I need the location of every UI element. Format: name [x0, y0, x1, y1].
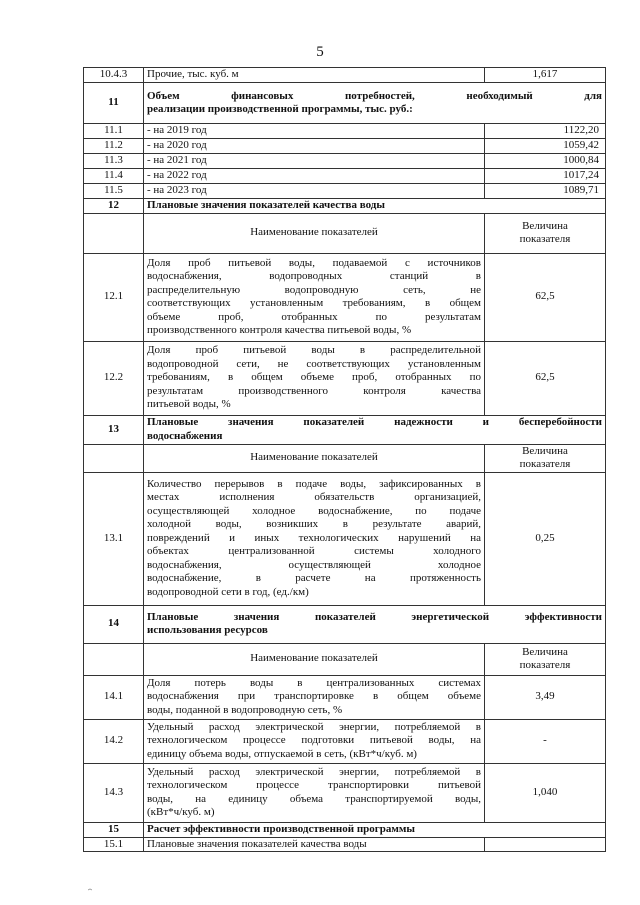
- row-value: 62,5: [485, 253, 606, 341]
- row-value: 1122,20: [485, 124, 606, 139]
- row-value: 1089,71: [485, 183, 606, 198]
- row-value: 0,25: [485, 472, 606, 605]
- row-value: 62,5: [485, 341, 606, 415]
- row-number: 11.1: [84, 124, 144, 139]
- section-number: 14: [84, 605, 144, 643]
- name-column-header: Наименование показателей: [144, 213, 485, 253]
- row-description: Доля проб питьевой воды, подаваемой с источников водоснабжения, водопроводных станций в распределительную водопроводную сеть, не соответствующих установленным требованиям, в общем объеме проб, отобранных по результатам производственного контроля качества питьевой воды, %: [144, 253, 485, 341]
- row-number: 14.3: [84, 763, 144, 822]
- row-description: Удельный расход электрической энергии, потребляемой в технологическом процессе подготовки питьевой воды, на единицу объема воды, отпускаемой в сеть, (кВт*ч/куб. м): [144, 719, 485, 763]
- row-number: 13.1: [84, 472, 144, 605]
- row-number: 12.2: [84, 341, 144, 415]
- value-column-header: Величина показателя: [485, 444, 606, 472]
- value-column-header: Величина показателя: [485, 213, 606, 253]
- section-title: Расчет эффективности производственной программы: [144, 822, 606, 837]
- row-description: Количество перерывов в подаче воды, зафиксированных в местах исполнения обязательств организацией, осуществляющей холодное водоснабжение, по подаче холодной воды, возникших в результате аварий, повреждений и иных технологических нарушений на объектах централизованной системы холодного водоснабжения, осуществляющей холодное водоснабжение, в расчете на протяженность водопроводной сети в год, (ед./км): [144, 472, 485, 605]
- row-number: 14.1: [84, 675, 144, 719]
- scan-speck-mark: [88, 888, 92, 891]
- table-row: [84, 253, 606, 341]
- section-row: [84, 822, 606, 837]
- row-name: - на 2019 год: [144, 124, 485, 139]
- name-column-header: Наименование показателей: [144, 643, 485, 675]
- table-row: [84, 719, 606, 763]
- row-number: 14.2: [84, 719, 144, 763]
- table-row: [84, 837, 606, 852]
- production-program-table: [83, 67, 606, 852]
- row-number: 11.4: [84, 168, 144, 183]
- row-number: 10.4.3: [84, 68, 144, 83]
- row-number: 11.3: [84, 153, 144, 168]
- page-number: 5: [316, 44, 324, 60]
- section-number: 11: [84, 83, 144, 124]
- row-name: - на 2020 год: [144, 138, 485, 153]
- row-name: Плановые значения показателей качества воды: [144, 837, 485, 852]
- row-value: 1,617: [485, 68, 606, 83]
- row-number: 12.1: [84, 253, 144, 341]
- section-title: Объем финансовых потребностей, необходимый для реализации производственной программы, тыс. руб.:: [144, 83, 606, 124]
- table-row: [84, 138, 606, 153]
- table-row: [84, 472, 606, 605]
- row-name: - на 2021 год: [144, 153, 485, 168]
- section-row: [84, 83, 606, 124]
- row-number: 15.1: [84, 837, 144, 852]
- column-header-row: [84, 213, 606, 253]
- row-value: 3,49: [485, 675, 606, 719]
- name-column-header: Наименование показателей: [144, 444, 485, 472]
- section-number: 13: [84, 415, 144, 444]
- table-row: [84, 675, 606, 719]
- section-row: [84, 198, 606, 213]
- row-value: -: [485, 719, 606, 763]
- row-name: - на 2022 год: [144, 168, 485, 183]
- table-row: [84, 153, 606, 168]
- table-row: [84, 124, 606, 139]
- table-row: [84, 763, 606, 822]
- table-row: [84, 68, 606, 83]
- column-header-row: [84, 444, 606, 472]
- row-value: 1,040: [485, 763, 606, 822]
- section-number: 15: [84, 822, 144, 837]
- section-title: Плановые значения показателей энергетической эффективности использования ресурсов: [144, 605, 606, 643]
- row-description: Доля проб питьевой воды в распределительной водопроводной сети, не соответствующих установленным требованиям, в общем объеме проб, отобранных по результатам производственного контроля качества питьевой воды, %: [144, 341, 485, 415]
- table-row: [84, 183, 606, 198]
- row-description: Удельный расход электрической энергии, потребляемой в технологическом процессе транспортировки питьевой воды, на единицу объема транспортируемой воды, (кВт*ч/куб. м): [144, 763, 485, 822]
- value-column-header: Величина показателя: [485, 643, 606, 675]
- table-row: [84, 168, 606, 183]
- row-name: Прочие, тыс. куб. м: [144, 68, 485, 83]
- row-value: [485, 837, 606, 852]
- row-description: Доля потерь воды в централизованных системах водоснабжения при транспортировке в общем объеме воды, поданной в водопроводную сеть, %: [144, 675, 485, 719]
- row-value: 1059,42: [485, 138, 606, 153]
- column-header-row: [84, 643, 606, 675]
- row-name: - на 2023 год: [144, 183, 485, 198]
- section-title: Плановые значения показателей надежности и бесперебойности водоснабжения: [144, 415, 606, 444]
- row-number: 11.2: [84, 138, 144, 153]
- section-title: Плановые значения показателей качества воды: [144, 198, 606, 213]
- row-value: 1017,24: [485, 168, 606, 183]
- table-row: [84, 341, 606, 415]
- section-number: 12: [84, 198, 144, 213]
- row-value: 1000,84: [485, 153, 606, 168]
- section-row: [84, 605, 606, 643]
- row-number: 11.5: [84, 183, 144, 198]
- section-row: [84, 415, 606, 444]
